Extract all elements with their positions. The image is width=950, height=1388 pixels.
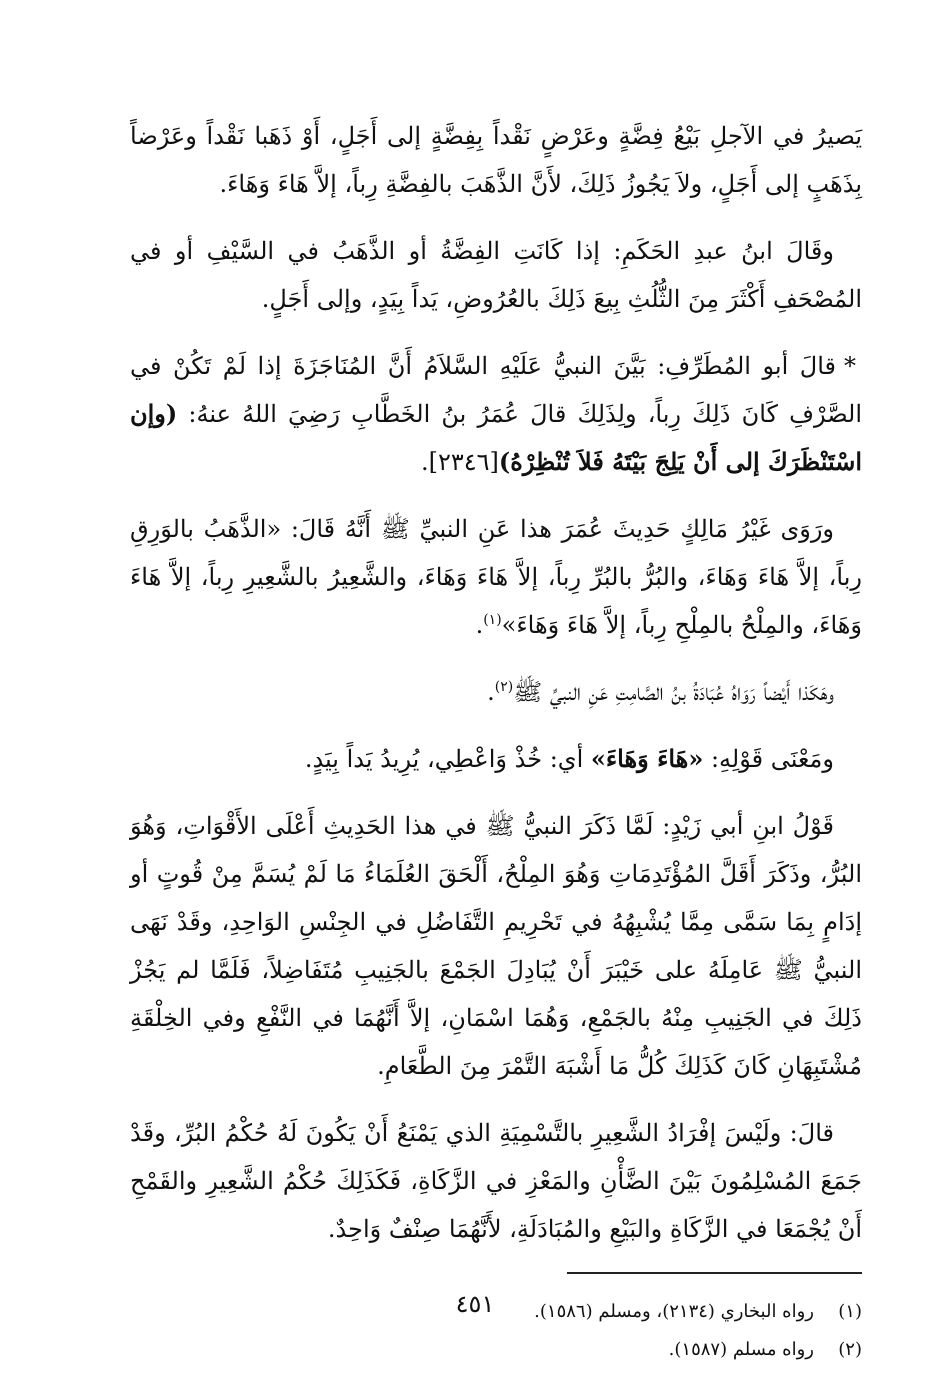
paragraph-1: يَصيرُ في الآجلِ بَيْعُ فِضَّةٍ وعَرْضٍ نَقْداً بِفِضَّةٍ إلى أَجَلٍ، أَوْ ذَهَبا نَقْداً وعَرْضاً بِذَهَبٍ إلى أَجَلٍ، ولاَ يَجُوزُ ذَلِكَ، لأَنَّ الذَّهَبَ بالفِضَّةِ رِباً، إلاَّ هَاءَ وَهَاءَ. [130, 122, 862, 198]
footnote-text: رواه مسلم (١٥٨٧). [668, 1339, 814, 1360]
paragraph-4: ورَوَى غَيْرُ مَالِكٍ حَدِيثَ عُمَرَ هذا عَنِ النبيِّ ﷺ أَنَّهُ قَالَ: «الذَّهَبُ بالوَرِقِ رِباً، إلاَّ هَاءَ وَهَاءَ، والبُرُّ بالبُرِّ رِباً، إلاَّ هَاءَ وَهَاءَ، والشَّعِيرُ بالشَّعِيرِ رِباً، إلاَّ هَاءَ وَهَاءَ، والمِلْحُ بالمِلْحِ رِباً، إلاَّ هَاءَ وَهَاءَ»$^{(١)}$. [130, 515, 862, 639]
footnote-number: (٢) [838, 1339, 862, 1360]
footnote-number: (١) [838, 1301, 862, 1322]
footnote-ref-1: (١) [483, 612, 502, 628]
footnote-ref-2: (٢) [494, 679, 514, 695]
paragraph-3: *قالَ أبو المُطَرِّفِ: بَيَّنَ النبيُّ عَلَيْهِ السَّلاَمُ أَنَّ المُنَاجَزَةَ إذا لَمْ تَكُنْ في الصَّرْفِ كَانَ ذَلِكَ رِباً، ولِذَلِكَ قالَ عُمَرُ بنُ الخَطَّابِ رَضِيَ اللهُ عنهُ: (وإن اسْتَنْظَرَكَ إلى أَنْ يَلِجَ بَيْتَهُ فَلاَ تُنْظِرْهُ)[٢٣٤٦]. [130, 352, 862, 476]
phrase-bold: «هَاءَ وَهَاءَ» [590, 744, 704, 773]
page-number: ٤٥١ [455, 1290, 495, 1318]
footnote-2 [130, 1334, 862, 1366]
footnote-separator [567, 1272, 862, 1274]
paragraph-5: وهَكَذا أَيْضاً رَوَاهُ عُبَادَةُ بنُ الصَّامِتِ عَنِ النبيِّ ﷺ$^{(٢)}$. [487, 678, 834, 706]
reference-number: [٢٣٤٦]. [420, 448, 499, 476]
paragraph-8: قالَ: ولَيْسَ إفْرَادُ الشَّعِيرِ بالتَّسْمِيَةِ الذي يَمْنَعُ أَنْ يَكُونَ لَهُ حُكْمُ البُرِّ، وقَدْ جَمَعَ المُسْلِمُونَ بَيْنَ الضَّأْنِ والمَعْزِ في الزَّكَاةِ، فَكَذَلِكَ حُكْمُ الشَّعِيرِ والقَمْحِ أَنْ يُجْمَعَا في الزَّكَاةِ والبَيْعِ والمُبَادَلَةِ، لأَنَّهُمَا صِنْفٌ وَاحِدٌ. [130, 1119, 862, 1243]
paragraph-7: قَوْلُ ابنِ أبي زَيْدٍ: لَمَّا ذَكَرَ النبيُّ ﷺ في هذا الحَدِيثِ أَعْلَى الأَقْوَاتِ، وَهُوَ البُرُّ، وذَكَرَ أَقَلَّ المُؤْتَدِمَاتِ وَهُوَ المِلْحُ، أَلْحَقَ العُلَمَاءُ مَا لَمْ يُسَمَّ مِنْ قُوتٍ أو إدَامٍ بِمَا سَمَّى مِمَّا يُشْبِهُهُ في تَحْرِيمِ التَّفَاضُلِ في الجِنْسِ الوَاحِدِ، وقَدْ نَهَى النبيُّ ﷺ عَامِلَهُ على خَيْبَرَ أَنْ يُبَادِلَ الجَمْعَ بالجَنِيبِ مُتَفَاضِلاً، فَلَمَّا لم يَجُزْ ذَلِكَ في الجَنِيبِ مِنْهُ بالجَمْعِ، وَهُمَا اسْمَانِ، إلاَّ أَنَّهُمَا في النَّفْعِ وفي الخِلْقَةِ مُشْتَبِهَانِ كَانَ كَذَلِكَ كُلُّ مَا أَشْبَهَ التَّمْرَ مِنَ الطَّعَامِ. [130, 812, 862, 1080]
paragraph-2: وقَالَ ابنُ عبدِ الحَكَمِ: إذا كَانَتِ الفِضَّةُ أو الذَّهَبُ في السَّيْفِ أو في المُصْحَفِ أَكْثَرَ مِنَ الثُّلُثِ بِيعَ ذَلِكَ بالعُرُوضِ، يَداً بِيَدٍ، وإلى أَجَلٍ. [130, 237, 862, 313]
footnote-text: رواه البخاري (٢١٣٤)، ومسلم (١٥٨٦). [534, 1301, 814, 1322]
asterisk-marker: * [844, 352, 856, 380]
main-text [130, 112, 862, 1253]
paragraph-6: ومَعْنَى قَوْلِهِ: «هَاءَ وَهَاءَ» أي: خُذْ وَاعْطِي، يُرِيدُ يَداً بِيَدٍ. [304, 744, 834, 773]
quote-bold: (وإن اسْتَنْظَرَكَ إلى أَنْ يَلِجَ بَيْتَهُ فَلاَ تُنْظِرْهُ) [130, 399, 862, 476]
